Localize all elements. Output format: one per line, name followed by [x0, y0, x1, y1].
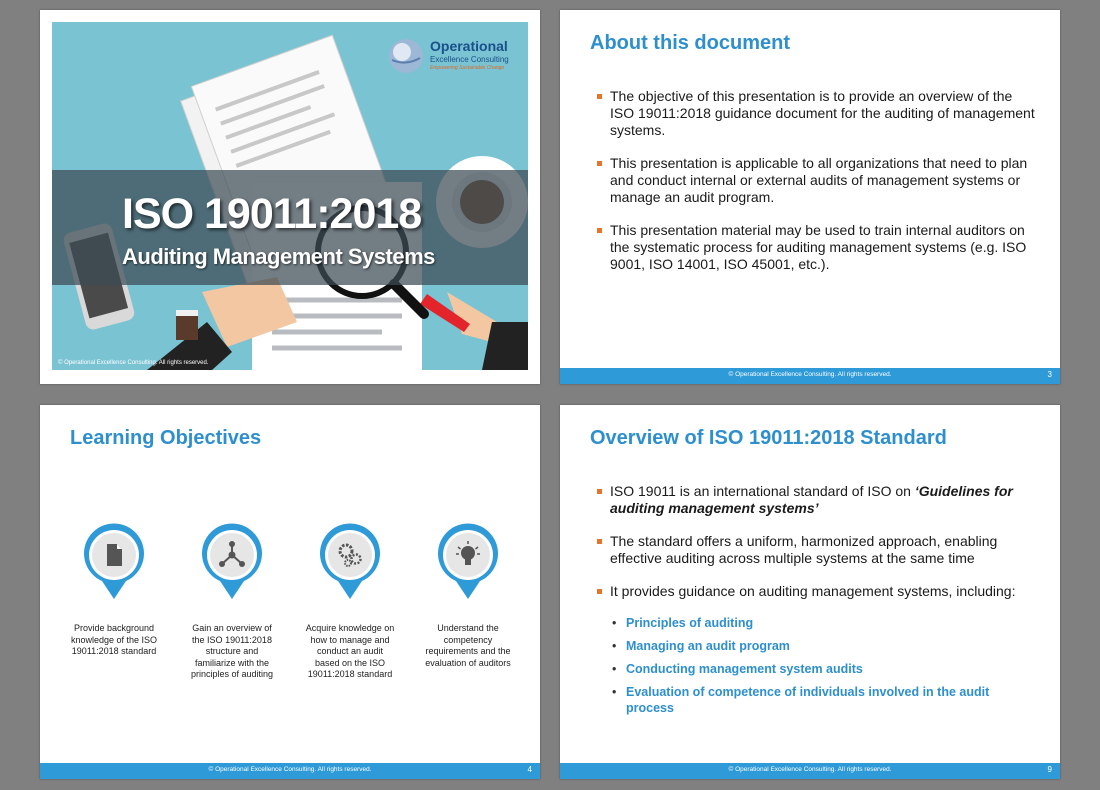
- page-number: 3: [1047, 370, 1052, 379]
- logo-tagline: Empowering Sustainable Change: [430, 65, 505, 71]
- cover-illustration: [52, 22, 528, 370]
- footer-copyright: © Operational Excellence Consulting. All rights reserved.: [208, 766, 372, 773]
- about-slide: [560, 10, 1060, 384]
- bullet-text: ISO 19011 is an international standard of ISO on: [610, 483, 915, 499]
- cover-copyright: © Operational Excellence Consulting. All rights reserved.: [58, 360, 209, 366]
- overview-slide: [560, 405, 1060, 779]
- bullet-item: The standard offers a uniform, harmonized approach, enabling effective auditing across multiple systems at the same time: [596, 533, 1036, 567]
- slide-title: Learning Objectives: [70, 427, 262, 449]
- objective-text: Provide background knowledge of the ISO 19011:2018 standard: [70, 623, 158, 656]
- bullet-item: The objective of this presentation is to provide an overview of the ISO 19011:2018 guidance document for the auditing of management systems.: [596, 88, 1036, 139]
- standard-title-emphasis: ‘Guidelines for auditing management systems’: [610, 483, 1013, 516]
- bullet-item: This presentation is applicable to all organizations that need to plan and conduct internal or external audits of management systems or manage an audit program.: [596, 155, 1036, 206]
- footer-copyright: © Operational Excellence Consulting. All rights reserved.: [728, 371, 892, 378]
- bullet-list: [596, 483, 1036, 616]
- objectives-slide: [40, 405, 540, 779]
- slide-footer: [40, 763, 540, 779]
- company-logo: [386, 36, 520, 78]
- sub-bullet-item: • Conducting management system audits: [612, 661, 1032, 677]
- bullet-item: It provides guidance on auditing management systems, including:: [596, 583, 1036, 600]
- sub-bullet-list: [612, 615, 1032, 723]
- sub-bullet-item: • Managing an audit program: [612, 638, 1032, 654]
- cover-slide: [40, 10, 540, 384]
- globe-icon: [386, 36, 426, 76]
- slide-title: Overview of ISO 19011:2018 Standard: [590, 427, 947, 449]
- lightbulb-icon: [436, 523, 500, 599]
- cover-subtitle: Auditing Management Systems: [122, 244, 435, 269]
- bullet-list: [596, 88, 1036, 289]
- slide-footer: [560, 763, 1060, 779]
- cover-title: ISO 19011:2018: [122, 190, 422, 238]
- bullet-item: This presentation material may be used to train internal auditors on the systematic process for auditing management systems (e.g. ISO 9001, ISO 14001, ISO 45001, etc.).: [596, 222, 1036, 273]
- logo-line1: Operational: [430, 38, 508, 54]
- gears-icon: [318, 523, 382, 599]
- logo-line2: Excellence Consulting: [430, 55, 509, 64]
- page-number: 4: [527, 765, 532, 774]
- sub-bullet-item: • Principles of auditing: [612, 615, 1032, 631]
- sub-bullet-item: • Evaluation of competence of individuals involved in the audit process: [612, 684, 1032, 716]
- objective-text: Gain an overview of the ISO 19011:2018 structure and familiarize with the principles of auditing: [190, 623, 274, 679]
- objective-text: Acquire knowledge on how to manage and conduct an audit based on the ISO 19011:2018 standard: [305, 623, 395, 679]
- bullet-item: [596, 483, 1036, 517]
- footer-copyright: © Operational Excellence Consulting. All rights reserved.: [728, 766, 892, 773]
- slide-title: About this document: [590, 32, 790, 54]
- slide-footer: [560, 368, 1060, 384]
- network-icon: [200, 523, 264, 599]
- page-number: 9: [1047, 765, 1052, 774]
- objective-text: Understand the competency requirements and the evaluation of auditors: [425, 623, 511, 668]
- document-icon: [82, 523, 146, 599]
